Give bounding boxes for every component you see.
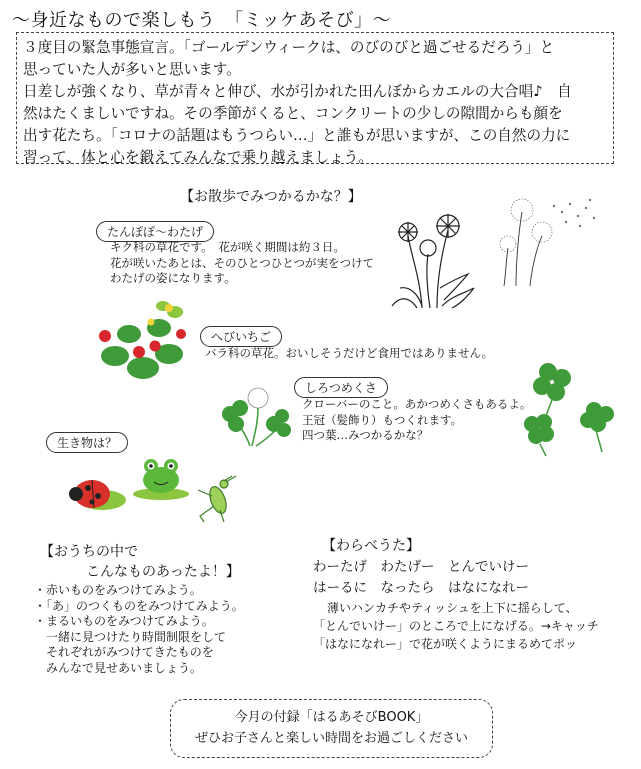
home-heading-2: こんなものあったよ！】 xyxy=(86,564,240,580)
warabe-song: わーたげ わたげー とんでいけー はーるに なったら はなになれー xyxy=(313,559,529,596)
intro-line: 思っていた人が多いと思います。 xyxy=(23,61,241,78)
strawberry-label: へびいちご xyxy=(200,326,282,347)
grasshopper-icon xyxy=(190,476,240,524)
list-item: みんなで見せあいましょう。 xyxy=(34,660,203,675)
home-list xyxy=(34,583,244,676)
intro-line: ３度目の緊急事態宣言。「ゴールデンウィークは、のびのびと過ごせるだろう」と xyxy=(23,39,555,56)
intro-line: 出す花たち。「コロナの話題はもうつらい…」と誰もが思いますが、この自然の力に xyxy=(23,127,571,144)
clover-text: クローバーのこと。あかつめくさもあるよ。 王冠（髪飾り）もつくれます。 四つ葉…みつかるかな？ xyxy=(302,397,532,442)
page-title: 〜身近なもので楽しもう 「ミッケあそび」〜 xyxy=(12,10,392,31)
dandelion-flower-illustration xyxy=(382,208,492,310)
dandelion-seed-illustration xyxy=(492,196,607,288)
intro-line: 然はたくましいですね。その季節がくると、コンクリートの少しの隙間からも顔を xyxy=(23,105,563,122)
white-clover-illustration xyxy=(218,380,294,448)
dandelion-label: たんぽぽ〜わたげ xyxy=(96,221,214,242)
footer-box xyxy=(170,699,493,758)
strawberry-text: バラ科の草花。おいしそうだけど食用ではありません。 xyxy=(205,346,494,360)
dandelion-text: キク科の草花です。 花が咲く期間は約３日。 花が咲いたあとは、そのひとつひとつが実をつけて わたげの姿になります。 xyxy=(110,240,375,285)
intro-line: 日差しが強くなり、草が青々と伸び、水が引かれた田んぼからカエルの大合唱♪ 自 xyxy=(23,83,572,100)
warabe-heading: 【わらべうた】 xyxy=(322,538,420,554)
intro-line: 習って、体と心を鍛えてみんなで乗り越えましょう。 xyxy=(23,149,373,166)
intro-box xyxy=(16,32,614,164)
clover-label: しろつめくさ xyxy=(294,377,388,398)
list-item: 一緒に見つけたり時間制限をして xyxy=(34,629,227,644)
ladybug-icon xyxy=(62,470,128,514)
four-leaf-clover-illustration xyxy=(518,360,618,456)
list-item: ・まるいものをみつけてみよう。 xyxy=(34,614,214,628)
footer-line-2: ぜひお子さんと楽しい時間をお過ごしください xyxy=(194,731,468,746)
mock-strawberry-illustration xyxy=(95,296,195,388)
list-item: ・赤いものをみつけてみよう。 xyxy=(34,583,202,597)
frog-icon xyxy=(132,456,190,500)
walk-heading: 【お散歩でみつかるかな？】 xyxy=(180,189,362,205)
list-item: ・「あ」のつくものをみつけてみよう。 xyxy=(34,598,244,613)
footer-line-1: 今月の付録「はるあそびBOOK」 xyxy=(234,710,429,725)
list-item: それぞれがみつけてきたものを xyxy=(34,645,214,659)
creatures-label: 生き物は？ xyxy=(46,432,128,453)
home-heading-1: 【おうちの中で xyxy=(40,544,138,560)
warabe-notes: 薄いハンカチやティッシュを上下に揺らして、 「とんでいけー」のところで上になげる。→キャッチ 「はなになれー」で花が咲くようにまるめてポッ xyxy=(313,601,599,651)
